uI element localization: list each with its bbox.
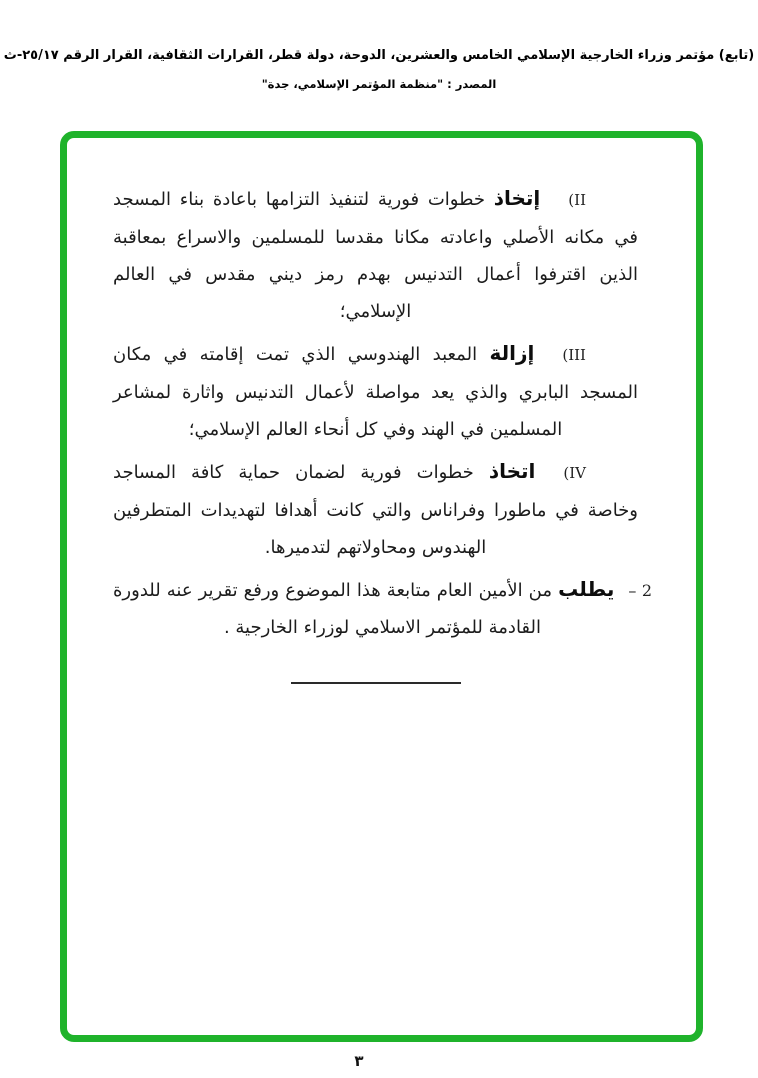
operative-number-marker: – 2 bbox=[628, 581, 652, 600]
clause-ii-marker: (II bbox=[568, 191, 586, 209]
header-source-line: المصدر : "منظمة المؤتمر الإسلامي، جدة" bbox=[261, 77, 497, 91]
clause-iii-marker: (III bbox=[562, 346, 586, 364]
operative-text: من الأمين العام متابعة هذا الموضوع ورفع تقرير عنه للدورة القادمة للمؤتمر الاسلامي لوزراء الخارجية . bbox=[113, 580, 553, 638]
content-border-box bbox=[60, 131, 703, 1042]
operative-paragraph-2 bbox=[113, 571, 652, 646]
clause-iii-lead-word: إزالة bbox=[489, 341, 535, 365]
resolution-body bbox=[67, 138, 696, 684]
section-divider-rule bbox=[291, 682, 461, 684]
clause-iv-marker: (IV bbox=[563, 464, 586, 482]
page-number: ٣ bbox=[354, 1052, 364, 1070]
clause-iii-text: المعبد الهندوسي الذي تمت إقامته في مكان المسجد البابري والذي يعد مواصلة لأعمال التدنيس واثارة لمشاعر المسلمين في الهند وفي كل أنحاء العالم الإسلامي؛ bbox=[113, 344, 638, 440]
document-header bbox=[0, 48, 758, 91]
clause-iv-lead-word: اتخاذ bbox=[488, 459, 536, 483]
clause-ii bbox=[113, 180, 638, 330]
clause-iii bbox=[113, 335, 638, 448]
header-title-line: (تابع) مؤتمر وزراء الخارجية الإسلامي الخامس والعشرين، الدوحة، دولة قطر، القرارات الثقافية، القرار الرقم ٢٥/١٧-ث bbox=[3, 48, 755, 63]
operative-lead-word: يطلب bbox=[558, 577, 615, 601]
clause-iv-text: خطوات فورية لضمان حماية كافة المساجد وخاصة في ماطورا وفراناس والتي كانت أهدافا لتهديدات المتطرفين الهندوس ومحاولاتهم لتدميرها. bbox=[113, 462, 638, 558]
clause-ii-lead-word: إتخاذ bbox=[493, 186, 541, 210]
clause-ii-text: خطوات فورية لتنفيذ التزامها باعادة بناء المسجد في مكانه الأصلي واعادته مكانا مقدسا للمسلمين والاسراع بمعاقبة الذين اقترفوا أعمال التدنيس بهدم رمز ديني مقدس في العالم الإسلامي؛ bbox=[113, 189, 638, 322]
clause-iv bbox=[113, 453, 638, 566]
